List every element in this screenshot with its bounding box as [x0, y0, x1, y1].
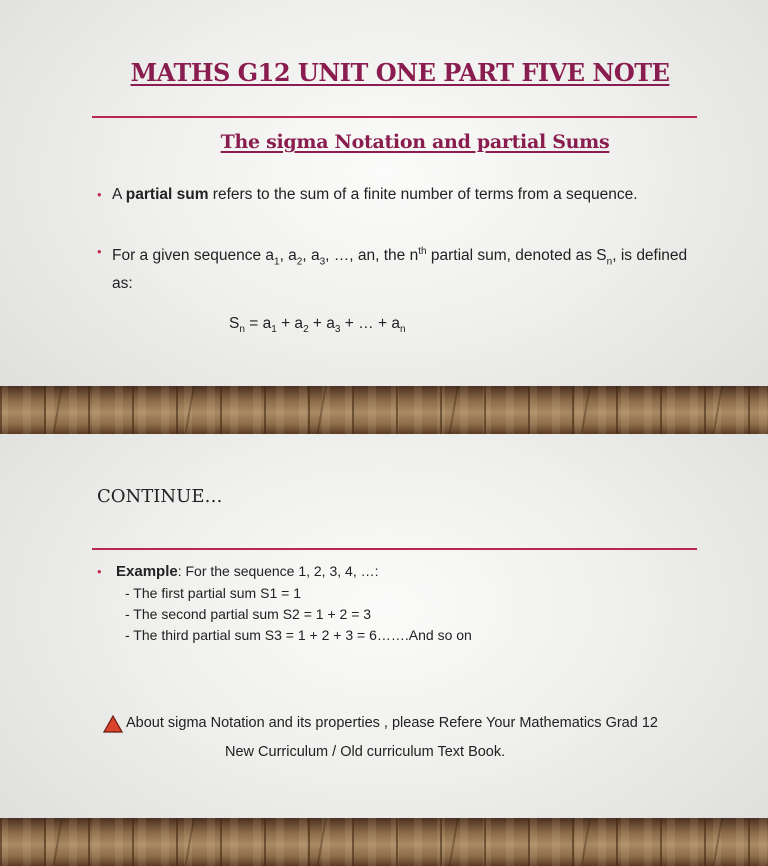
page-title: MATHS G12 UNIT ONE PART FIVE NOTE	[130, 58, 670, 87]
example-line-second: - The second partial sum S2 = 1 + 2 = 3	[125, 606, 372, 622]
partial-sum-formula: $S_n = a_1 + a_2 + a_3$ + … + $a_n$	[229, 315, 406, 336]
example-label: Example	[116, 563, 178, 580]
note-line-2: New Curriculum / Old curriculum Text Book.	[225, 744, 506, 760]
bullet-marker: •	[97, 244, 102, 259]
bold-term-partial-sum: partial sum	[125, 186, 209, 203]
bullet-line-1: For a given sequence $a_1$, $a_2$, $a_3$, …, an, the $n^{th}$ partial sum, denoted as $S_n$, is defined	[112, 246, 688, 268]
heading-divider	[92, 548, 697, 550]
wood-floor-decoration	[0, 818, 768, 866]
bullet-prefix: A	[112, 186, 126, 203]
section-subtitle: The sigma Notation and partial Sums	[220, 131, 610, 153]
warning-triangle-icon	[103, 715, 123, 733]
bullet-marker: •	[97, 564, 102, 579]
bullet-partial-sum-definition	[112, 184, 712, 206]
example-sequence: : For the sequence 1, 2, 3, 4, …:	[177, 563, 379, 579]
slide-2	[0, 434, 768, 866]
example-line-first: - The first partial sum S1 = 1	[125, 585, 301, 601]
bullet-sequence-definition	[112, 241, 702, 295]
continue-heading: CONTINUE…	[97, 486, 223, 507]
example-line-third: - The third partial sum S3 = 1 + 2 + 3 = 6…….And so on	[125, 627, 472, 643]
sequence-intro: For a given sequence a	[112, 247, 274, 265]
wood-floor-decoration	[0, 386, 768, 434]
title-divider	[92, 116, 697, 118]
bullet-line-2: as:	[112, 275, 133, 293]
note-line-1: About sigma Notation and its properties , please Refere Your Mathematics Grad 12	[126, 715, 658, 731]
bullet-rest: refers to the sum of a finite number of terms from a sequence.	[208, 186, 638, 203]
bullet-marker: •	[97, 187, 102, 202]
example-intro	[116, 563, 378, 580]
